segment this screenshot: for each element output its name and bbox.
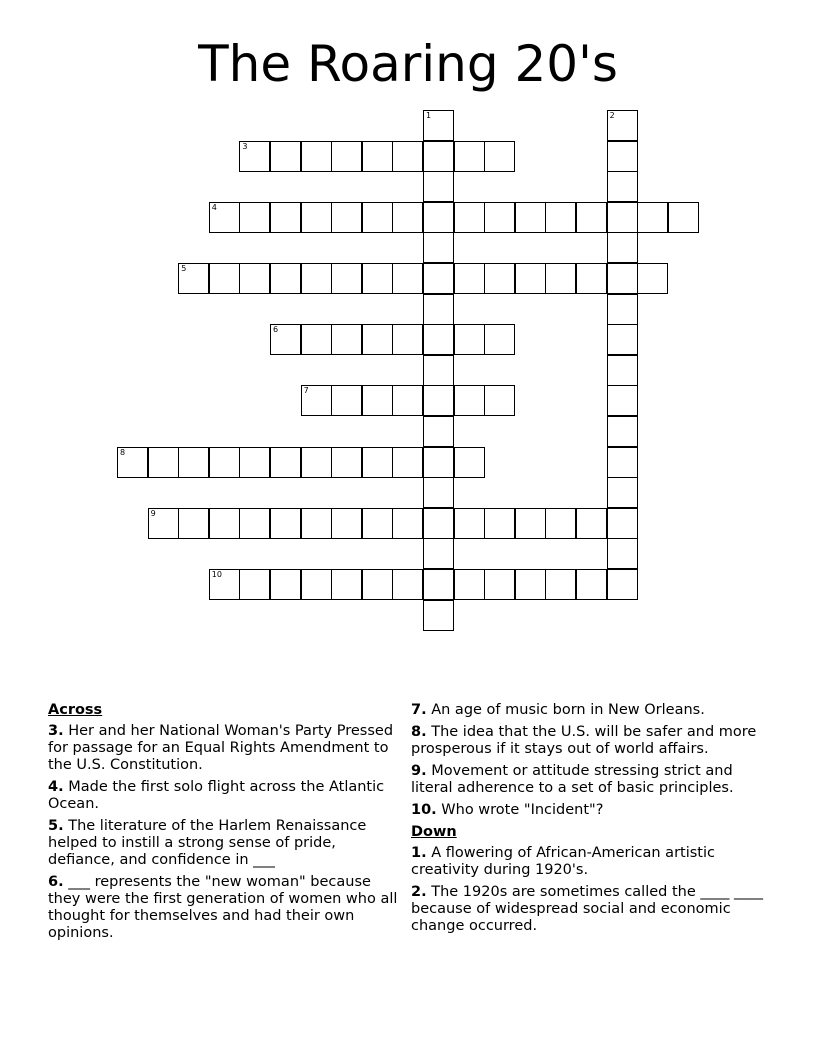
crossword-cell[interactable] — [423, 263, 454, 294]
crossword-cell[interactable] — [301, 569, 332, 600]
crossword-cell[interactable] — [270, 324, 301, 355]
clue-text: ___ represents the "new woman" because they were the first generation of women who all thought for themselves and had their own opinions. — [48, 874, 398, 941]
crossword-cell[interactable] — [607, 385, 638, 416]
crossword-cell[interactable] — [607, 569, 638, 600]
crossword-cell[interactable] — [209, 569, 240, 600]
crossword-cell[interactable] — [423, 477, 454, 508]
crossword-cell[interactable] — [239, 263, 270, 294]
clues-column-left — [48, 702, 400, 947]
crossword-cell[interactable] — [270, 202, 301, 233]
crossword-cell[interactable] — [331, 141, 362, 172]
crossword-cell[interactable] — [270, 447, 301, 478]
crossword-cell[interactable] — [607, 171, 638, 202]
crossword-cell[interactable] — [454, 385, 485, 416]
cell-number: 10 — [211, 570, 222, 579]
crossword-cell[interactable] — [607, 508, 638, 539]
cell-number: 7 — [303, 386, 309, 396]
crossword-cell[interactable] — [209, 263, 240, 294]
crossword-cell[interactable] — [392, 569, 423, 600]
clue-text: Her and her National Woman's Party Pressed for passage for an Equal Rights Amendment to the U.S. Constitution. — [48, 723, 394, 773]
cell-number: 9 — [150, 508, 156, 518]
clue-number: 10. — [411, 802, 437, 818]
clue-number: 6. — [48, 874, 64, 890]
page-title: The Roaring 20's — [198, 35, 618, 93]
clue-number: 7. — [411, 702, 427, 718]
crossword-cell[interactable] — [484, 141, 515, 172]
clue-number: 2. — [411, 884, 427, 900]
crossword-cell[interactable] — [423, 355, 454, 386]
crossword-cell[interactable] — [576, 202, 607, 233]
crossword-cell[interactable] — [484, 508, 515, 539]
crossword-cell[interactable] — [178, 447, 209, 478]
crossword-cell[interactable] — [607, 416, 638, 447]
crossword-cell[interactable] — [362, 508, 393, 539]
crossword-cell[interactable] — [362, 263, 393, 294]
crossword-cell[interactable] — [362, 447, 393, 478]
crossword-cell[interactable] — [392, 263, 423, 294]
crossword-cell[interactable] — [423, 202, 454, 233]
crossword-cell[interactable] — [484, 385, 515, 416]
crossword-cell[interactable] — [484, 202, 515, 233]
clue-down-2 — [411, 884, 771, 935]
crossword-cell[interactable] — [545, 263, 576, 294]
clue-across-9 — [411, 763, 771, 797]
crossword-cell[interactable] — [209, 202, 240, 233]
crossword-cell[interactable] — [423, 232, 454, 263]
clue-number: 5. — [48, 818, 64, 834]
clue-text: A flowering of African-American artistic creativity during 1920's. — [411, 845, 715, 878]
crossword-cell[interactable] — [545, 569, 576, 600]
crossword-cell[interactable] — [454, 569, 485, 600]
crossword-cell[interactable] — [637, 202, 668, 233]
cell-number: 6 — [273, 325, 279, 335]
crossword-cell[interactable] — [576, 263, 607, 294]
crossword-cell[interactable] — [454, 447, 485, 478]
clue-number: 9. — [411, 763, 427, 779]
crossword-cell[interactable] — [362, 202, 393, 233]
crossword-cell[interactable] — [454, 202, 485, 233]
crossword-cell[interactable] — [423, 538, 454, 569]
crossword-cell[interactable] — [607, 141, 638, 172]
crossword-cell[interactable] — [239, 508, 270, 539]
crossword-cell[interactable] — [270, 569, 301, 600]
crossword-cell[interactable] — [607, 355, 638, 386]
crossword-cell[interactable] — [607, 232, 638, 263]
crossword-cell[interactable] — [301, 263, 332, 294]
crossword-cell[interactable] — [423, 447, 454, 478]
clue-across-6 — [48, 874, 400, 942]
crossword-cell[interactable] — [515, 508, 546, 539]
crossword-cell[interactable] — [331, 385, 362, 416]
clue-text: Movement or attitude stressing strict and literal adherence to a set of basic principles. — [411, 763, 734, 796]
clue-text: The 1920s are sometimes called the ____ ____ because of widespread social and economic change occurred. — [411, 884, 763, 934]
clue-across-7 — [411, 702, 771, 719]
clue-across-5 — [48, 818, 400, 869]
crossword-cell[interactable] — [545, 508, 576, 539]
crossword-cell[interactable] — [423, 110, 454, 141]
crossword-cell[interactable] — [423, 385, 454, 416]
clue-across-8 — [411, 724, 771, 758]
crossword-cell[interactable] — [362, 569, 393, 600]
cell-number: 2 — [609, 111, 615, 120]
clue-text: The idea that the U.S. will be safer and more prosperous if it stays out of world affairs. — [411, 724, 757, 757]
crossword-cell[interactable] — [178, 508, 209, 539]
crossword-cell[interactable] — [607, 477, 638, 508]
crossword-cell[interactable] — [239, 202, 270, 233]
crossword-cell[interactable] — [270, 141, 301, 172]
cell-number: 4 — [211, 202, 217, 212]
crossword-cell[interactable] — [637, 263, 668, 294]
clue-text: Who wrote "Incident"? — [441, 802, 604, 818]
crossword-cell[interactable] — [362, 324, 393, 355]
crossword-cell[interactable] — [331, 202, 362, 233]
crossword-cell[interactable] — [607, 263, 638, 294]
clue-text: An age of music born in New Orleans. — [431, 702, 705, 718]
cell-number: 3 — [242, 141, 248, 151]
crossword-cell[interactable] — [423, 600, 454, 631]
crossword-cell[interactable] — [148, 447, 179, 478]
crossword-cell[interactable] — [117, 447, 148, 478]
crossword-cell[interactable] — [607, 324, 638, 355]
crossword-cell[interactable] — [209, 508, 240, 539]
crossword-cell[interactable] — [607, 447, 638, 478]
crossword-cell[interactable] — [423, 569, 454, 600]
clue-number: 4. — [48, 779, 64, 795]
crossword-cell[interactable] — [545, 202, 576, 233]
crossword-cell[interactable] — [484, 263, 515, 294]
crossword-cell[interactable] — [454, 141, 485, 172]
clue-down-1 — [411, 845, 771, 879]
crossword-cell[interactable] — [668, 202, 699, 233]
clue-number: 8. — [411, 724, 427, 740]
clue-text: Made the first solo flight across the Atlantic Ocean. — [48, 779, 385, 812]
crossword-cell[interactable] — [484, 569, 515, 600]
crossword-cell[interactable] — [454, 508, 485, 539]
crossword-cell[interactable] — [331, 324, 362, 355]
crossword-cell[interactable] — [515, 569, 546, 600]
clue-across-3 — [48, 723, 400, 774]
crossword-cell[interactable] — [392, 508, 423, 539]
clue-across-4 — [48, 779, 400, 813]
crossword-cell[interactable] — [454, 263, 485, 294]
crossword-cell[interactable] — [331, 447, 362, 478]
crossword-cell[interactable] — [209, 447, 240, 478]
crossword-cell[interactable] — [362, 385, 393, 416]
crossword-cell[interactable] — [607, 294, 638, 325]
crossword-cell[interactable] — [301, 324, 332, 355]
crossword-cell[interactable] — [301, 141, 332, 172]
clue-number: 1. — [411, 845, 427, 861]
crossword-cell[interactable] — [423, 294, 454, 325]
crossword-cell[interactable] — [607, 538, 638, 569]
crossword-cell[interactable] — [239, 569, 270, 600]
across-heading: Across — [48, 702, 103, 718]
crossword-cell[interactable] — [270, 263, 301, 294]
crossword-cell[interactable] — [392, 141, 423, 172]
crossword-cell[interactable] — [392, 385, 423, 416]
crossword-cell[interactable] — [607, 110, 638, 141]
clues-column-right — [411, 702, 771, 940]
crossword-cell[interactable] — [576, 569, 607, 600]
crossword-cell[interactable] — [576, 508, 607, 539]
crossword-cell[interactable] — [270, 508, 301, 539]
cell-number: 1 — [426, 111, 432, 120]
crossword-cell[interactable] — [301, 508, 332, 539]
crossword-cell[interactable] — [362, 141, 393, 172]
crossword-cell[interactable] — [392, 447, 423, 478]
crossword-cell[interactable] — [148, 508, 179, 539]
crossword-cell[interactable] — [239, 447, 270, 478]
down-heading: Down — [411, 824, 457, 840]
crossword-cell[interactable] — [301, 385, 332, 416]
crossword-cell[interactable] — [392, 202, 423, 233]
crossword-cell[interactable] — [607, 202, 638, 233]
crossword-cell[interactable] — [423, 171, 454, 202]
crossword-cell[interactable] — [301, 202, 332, 233]
crossword-cell[interactable] — [423, 508, 454, 539]
crossword-cell[interactable] — [331, 263, 362, 294]
crossword-cell[interactable] — [423, 416, 454, 447]
crossword-cell[interactable] — [178, 263, 209, 294]
cell-number: 5 — [181, 264, 187, 273]
crossword-cell[interactable] — [515, 263, 546, 294]
crossword-cell[interactable] — [239, 141, 270, 172]
clue-across-10 — [411, 802, 771, 819]
crossword-cell[interactable] — [301, 447, 332, 478]
crossword-cell[interactable] — [331, 508, 362, 539]
crossword-cell[interactable] — [423, 324, 454, 355]
cell-number: 8 — [120, 447, 126, 457]
crossword-cell[interactable] — [423, 141, 454, 172]
crossword-cell[interactable] — [392, 324, 423, 355]
clue-number: 3. — [48, 723, 64, 739]
crossword-cell[interactable] — [484, 324, 515, 355]
clue-text: The literature of the Harlem Renaissance helped to instill a strong sense of pride, defiance, and confidence in ___ — [48, 818, 367, 868]
crossword-cell[interactable] — [331, 569, 362, 600]
crossword-cell[interactable] — [454, 324, 485, 355]
crossword-cell[interactable] — [515, 202, 546, 233]
